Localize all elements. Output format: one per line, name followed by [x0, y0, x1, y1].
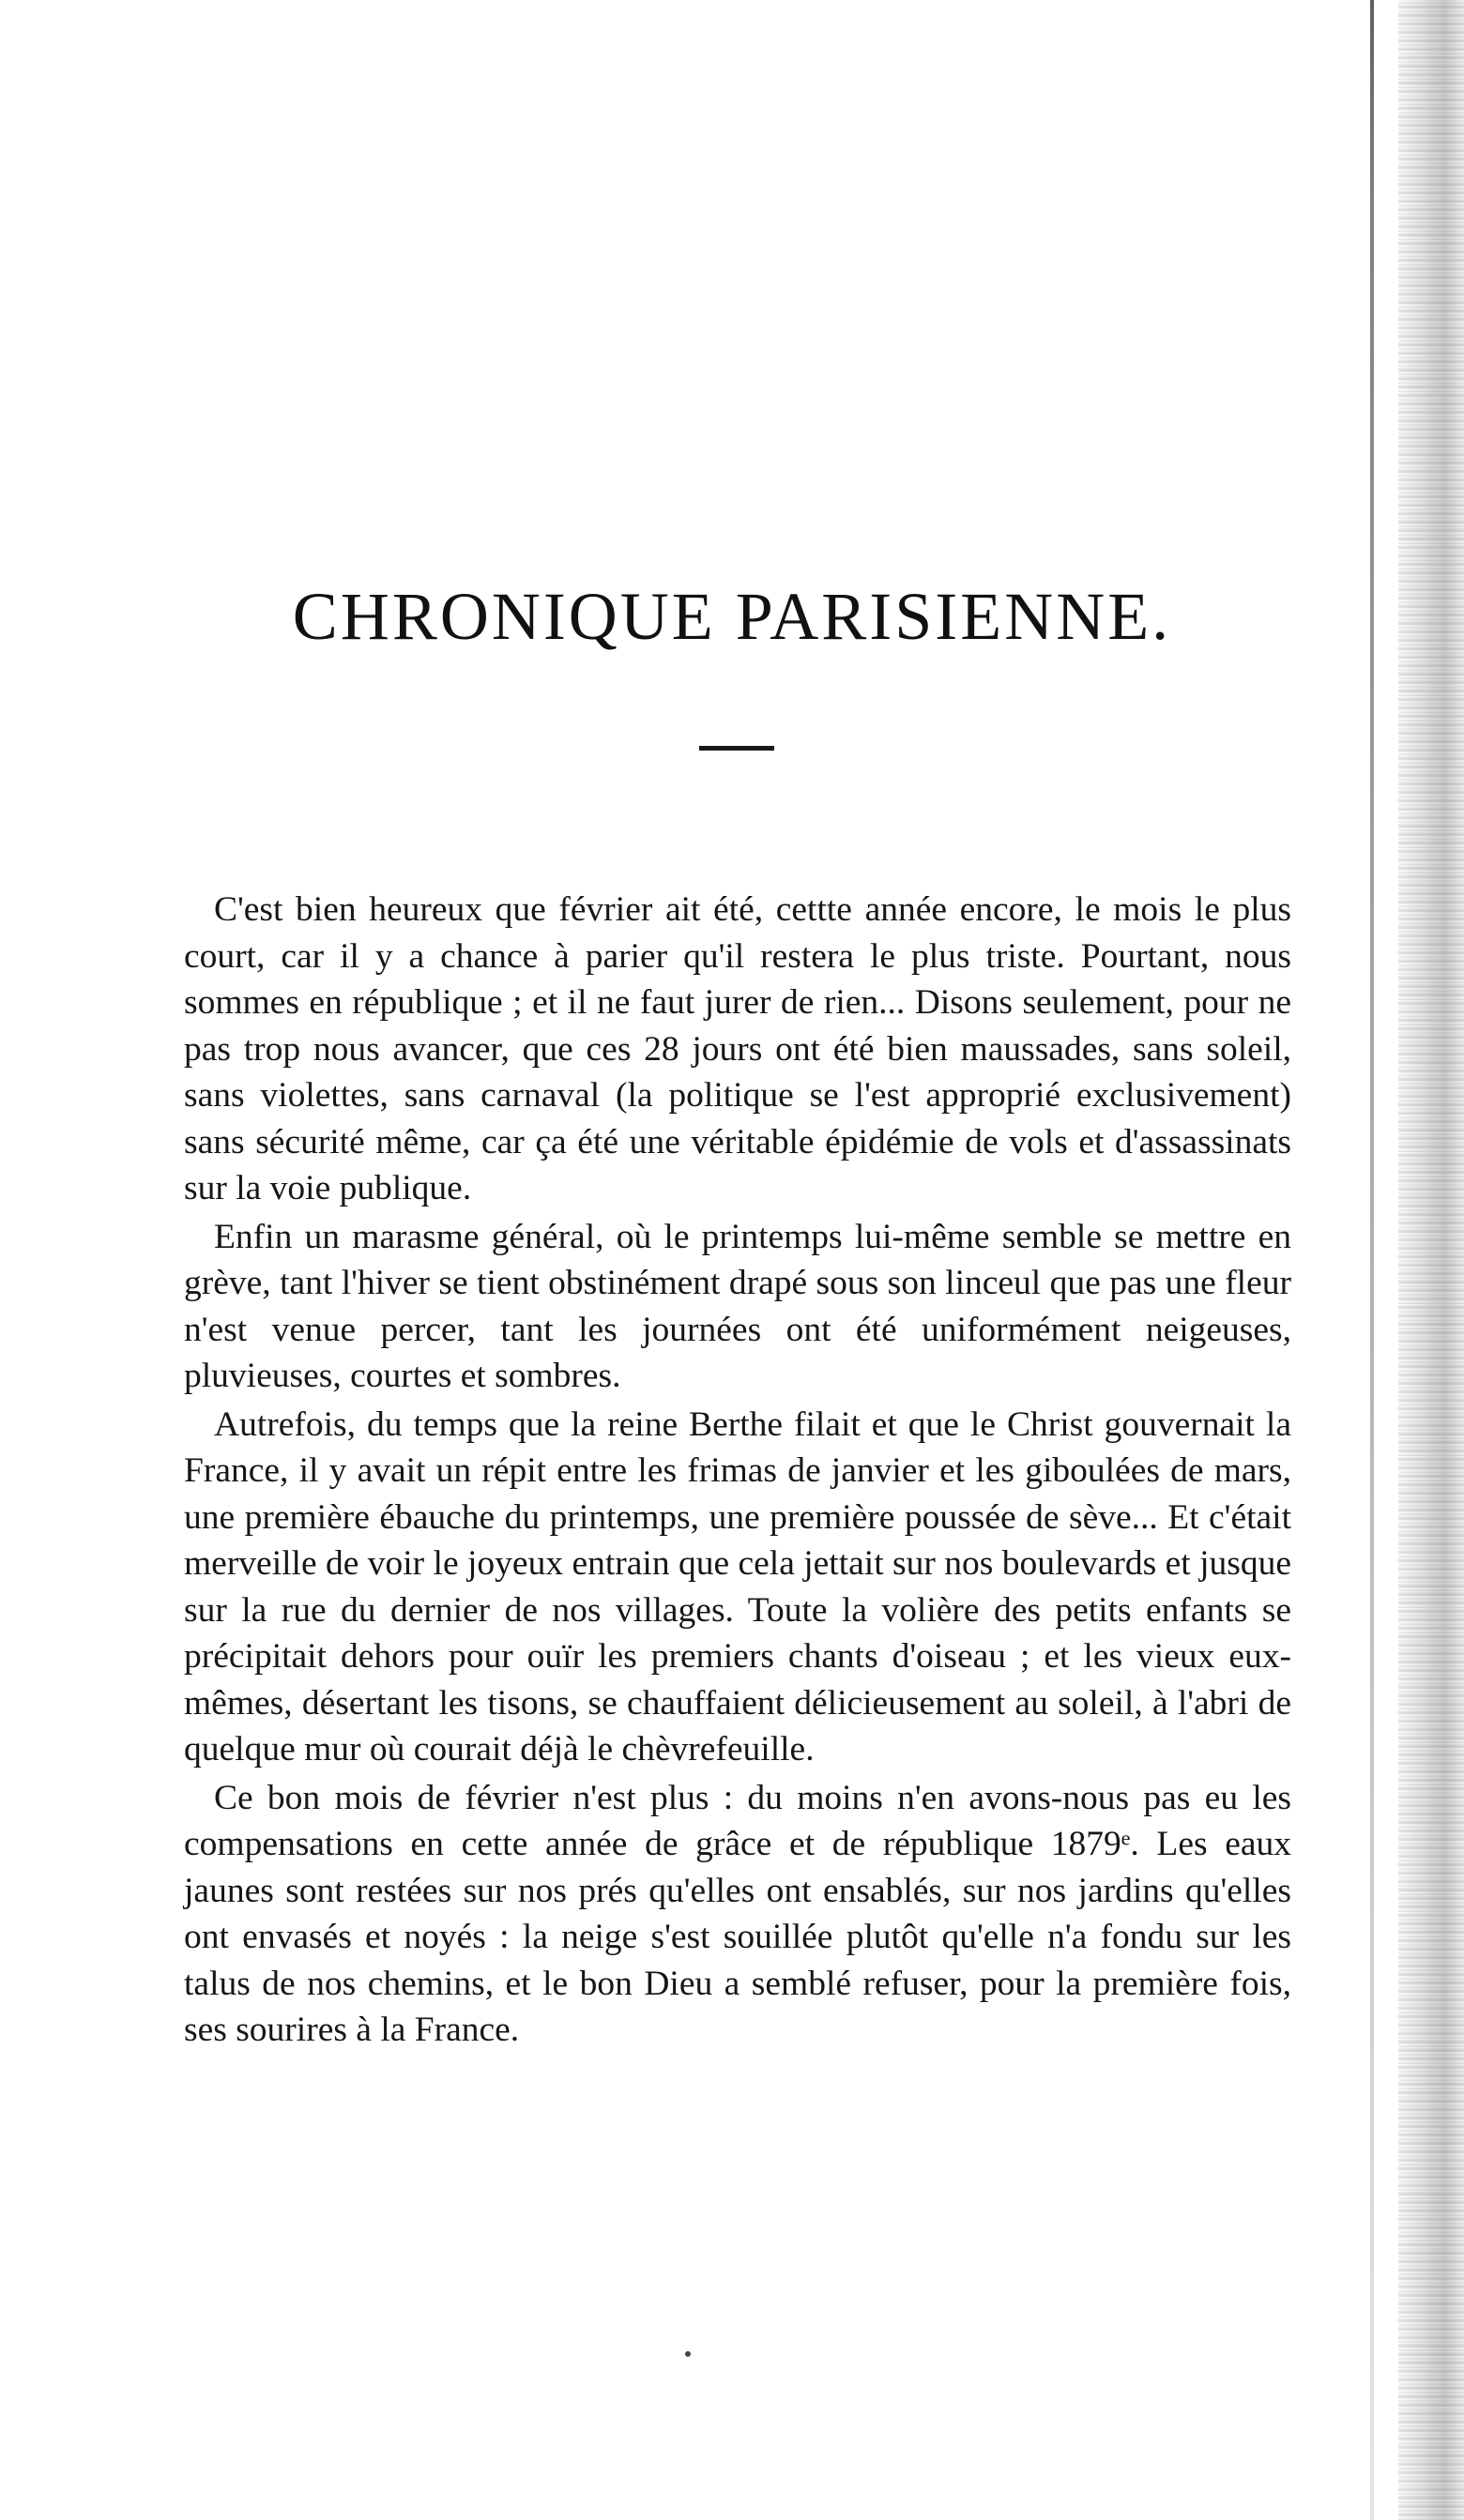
binding-gutter — [1398, 0, 1464, 2520]
article-body — [184, 887, 1291, 2056]
paragraph-1: C'est bien heureux que février ait été, cettte année encore, le mois le plus court, car il y a chance à parier qu'il restera le plus triste. Pourtant, nous sommes en république ; et il ne faut jurer de rien... Disons seulement, pour ne pas trop nous avancer, que ces 28 jours ont été bien maussades, sans soleil, sans violettes, sans carnaval (la politique se l'est approprié exclusivement) sans sécurité même, car ça été une véritable épidémie de vols et d'assassinats sur la voie publique. — [184, 890, 1291, 1207]
paragraph-4: Ce bon mois de février n'est plus : du moins n'en avons-nous pas eu les compensations en cette année de grâce et de république 1879ᵉ. Les eaux jaunes sont restées sur nos prés qu'elles ont ensablés, sur nos jardins qu'elles ont envasés et noyés : la neige s'est souillée plutôt qu'elle n'a fondu sur les talus de nos chemins, et le bon Dieu a semblé refuser, pour la première fois, ses sourires à la France. — [184, 1778, 1291, 2049]
paragraph-3: Autrefois, du temps que la reine Berthe filait et que le Christ gouvernait la France, il y avait un répit entre les frimas de janvier et les giboulées de mars, une première ébauche du printemps, une première poussée de sève... Et c'était merveille de voir le joyeux entrain que cela jettait sur nos boulevards et jusque sur la rue du dernier de nos villages. Toute la volière des petits enfants se précipitait dehors pour ouïr les premiers chants d'oiseau ; et les vieux eux-mêmes, désertant les tisons, se chauffaient délicieusement au soleil, à l'abri de quelque mur où courait déjà le chèvrefeuille. — [184, 1404, 1291, 1769]
page-edge-shadow — [1370, 0, 1374, 2520]
title-divider — [699, 746, 774, 751]
paragraph-2: Enfin un marasme général, où le printemps lui-même semble se mettre en grève, tant l'hiver se tient obstinément drapé sous son linceul que pas une fleur n'est venue percer, tant les journées ont été uniformément neigeuses, pluvieuses, courtes et sombres. — [184, 1217, 1291, 1395]
ink-speck — [685, 2351, 691, 2357]
page-title: CHRONIQUE PARISIENNE. — [292, 579, 1172, 655]
